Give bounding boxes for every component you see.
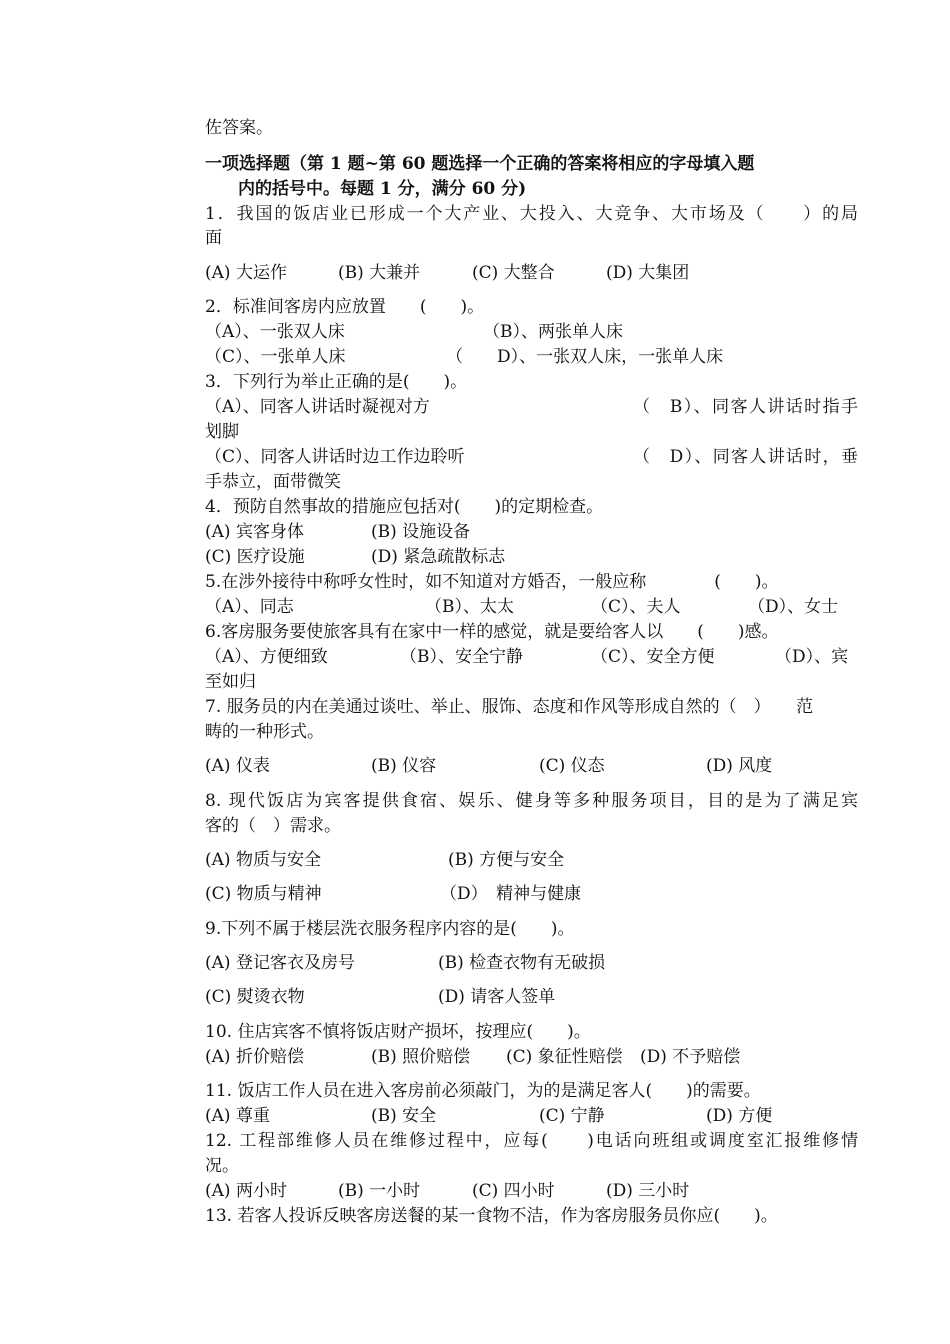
question-1-stem-cont: 面 [205, 228, 222, 248]
question-12-option-a: (A) 两小时 [205, 1181, 287, 1201]
question-5-stem: 5.在涉外接待中称呼女性时，如不知道对方婚否，一般应称 ( )。 [205, 572, 779, 592]
question-6-option-c: （C）、安全方便 [591, 647, 715, 667]
question-1-option-a: (A) 大运作 [205, 263, 287, 283]
question-2-option-d: （ D）、一张双人床，一张单人床 [446, 347, 724, 367]
question-11-option-d: (D) 方便 [706, 1106, 773, 1126]
question-6-option-d-cont: 至如归 [205, 672, 256, 692]
question-10-option-d: (D) 不予赔偿 [640, 1047, 741, 1067]
question-4-stem: 4．预防自然事故的措施应包括对( )的定期检查。 [205, 497, 604, 517]
question-2-stem: 2．标准间客房内应放置 ( )。 [205, 297, 485, 317]
question-1-stem: 1．我国的饭店业已形成一个大产业、大投入、大竞争、大市场及（ ）的局 [205, 204, 858, 224]
question-2-option-b: （B）、两张单人床 [483, 322, 623, 342]
question-7-stem: 7. 服务员的内在美通过谈吐、举止、服饰、态度和作风等形成自然的（ ） 范 [205, 697, 814, 717]
question-8-stem: 8. 现代饭店为宾客提供食宿、娱乐、健身等多种服务项目，目的是为了满足宾 [205, 791, 858, 811]
question-12-stem: 12. 工程部维修人员在维修过程中，应每( )电话向班组或调度室汇报维修情 [205, 1131, 858, 1151]
question-7-option-d: (D) 风度 [706, 756, 773, 776]
question-4-option-b: (B) 设施设备 [371, 522, 471, 542]
question-12-stem-cont: 况。 [205, 1156, 239, 1176]
question-6-option-b: （B）、安全宁静 [400, 647, 523, 667]
section-title-line-2: 内的括号中。每题 1 分，满分 60 分) [238, 179, 527, 199]
question-3-option-b: （ B）、同客人讲话时指手 [633, 397, 858, 417]
question-9-option-a: (A) 登记客衣及房号 [205, 953, 355, 973]
question-8-option-d: （D） 精神与健康 [440, 884, 582, 904]
question-8-option-a: (A) 物质与安全 [205, 850, 321, 870]
question-4-option-a: (A) 宾客身体 [205, 522, 304, 542]
question-7-option-b: (B) 仪容 [371, 756, 437, 776]
question-10-stem: 10. 住店宾客不慎将饭店财产损坏，按理应( )。 [205, 1022, 591, 1042]
question-11-stem: 11. 饭店工作人员在进入客房前必须敲门，为的是满足客人( )的需要。 [205, 1081, 761, 1101]
question-3-option-c: （C）、同客人讲话时边工作边聆听 [205, 447, 465, 467]
question-4-option-d: (D) 紧急疏散标志 [371, 547, 506, 567]
question-10-option-a: (A) 折价赔偿 [205, 1047, 304, 1067]
question-8-option-b: (B) 方便与安全 [448, 850, 565, 870]
question-1-option-d: (D) 大集团 [606, 263, 690, 283]
question-6-stem: 6.客房服务要使旅客具有在家中一样的感觉，就是要给客人以 ( )感。 [205, 622, 779, 642]
question-1-option-c: (C) 大整合 [472, 263, 555, 283]
question-7-stem-cont: 畴的一种形式。 [205, 722, 324, 742]
question-3-option-d-cont: 手恭立，面带微笑 [205, 472, 341, 492]
question-11-option-b: (B) 安全 [371, 1106, 437, 1126]
question-7-option-a: (A) 仪表 [205, 756, 270, 776]
question-5-option-b: （B）、太太 [425, 597, 514, 617]
question-10-option-b: (B) 照价赔偿 [371, 1047, 471, 1067]
question-11-option-c: (C) 宁静 [539, 1106, 605, 1126]
question-9-stem: 9.下列不属于楼层洗衣服务程序内容的是( )。 [205, 919, 575, 939]
question-12-option-b: (B) 一小时 [338, 1181, 421, 1201]
question-4-option-c: (C) 医疗设施 [205, 547, 305, 567]
question-5-option-a: （A）、同志 [205, 597, 294, 617]
question-12-option-c: (C) 四小时 [472, 1181, 555, 1201]
question-2-option-c: （C）、一张单人床 [205, 347, 346, 367]
question-10-option-c: (C) 象征性赔偿 [506, 1047, 623, 1067]
question-13-stem: 13. 若客人投诉反映客房送餐的某一食物不洁，作为客房服务员你应( )。 [205, 1206, 778, 1226]
question-8-option-c: (C) 物质与精神 [205, 884, 322, 904]
question-6-option-d: （D）、宾 [775, 647, 849, 667]
question-2-option-a: （A）、一张双人床 [205, 322, 345, 342]
question-9-option-c: (C) 熨烫衣物 [205, 987, 305, 1007]
question-9-option-d: (D) 请客人签单 [438, 987, 556, 1007]
question-3-option-b-cont: 划脚 [205, 422, 239, 442]
question-7-option-c: (C) 仪态 [539, 756, 605, 776]
question-3-option-a: （A）、同客人讲话时凝视对方 [205, 397, 430, 417]
question-3-option-d: （ D）、同客人讲话时，垂 [633, 447, 858, 467]
question-5-option-c: （C）、夫人 [591, 597, 681, 617]
question-9-option-b: (B) 检查衣物有无破损 [438, 953, 606, 973]
question-3-stem: 3．下列行为举止正确的是( )。 [205, 372, 468, 392]
question-5-option-d: （D）、女士 [748, 597, 839, 617]
question-11-option-a: (A) 尊重 [205, 1106, 270, 1126]
question-1-option-b: (B) 大兼并 [338, 263, 421, 283]
question-6-option-a: （A）、方便细致 [205, 647, 328, 667]
question-8-stem-cont: 客的（ ）需求。 [205, 816, 341, 836]
heading: 佐答案。 [205, 118, 273, 138]
section-title-line-1: 一项选择题（第 1 题~第 60 题选择一个正确的答案将相应的字母填入题 [205, 154, 755, 174]
question-12-option-d: (D) 三小时 [606, 1181, 690, 1201]
